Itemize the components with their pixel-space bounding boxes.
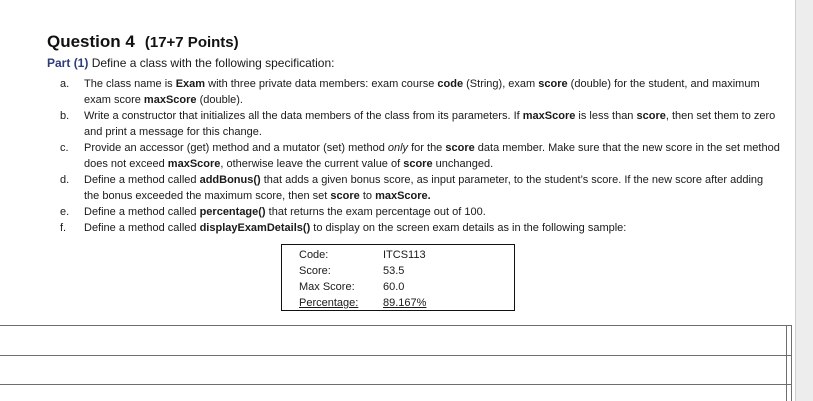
list-item-text: The class name is Exam with three private data members: exam course code (String), exam score (double) for the student, and maximum exam score maxScore (double). <box>84 78 760 106</box>
sample-key: Max Score: <box>299 281 355 293</box>
list-item-text: Define a method called displayExamDetails() to display on the screen exam details as in the following sample: <box>84 222 627 234</box>
sample-output-box <box>281 244 515 311</box>
sample-value: 53.5 <box>383 265 405 277</box>
answer-rule <box>0 384 792 385</box>
list-item-a <box>60 76 780 108</box>
list-item-e <box>60 204 780 220</box>
sample-key: Score: <box>299 265 331 277</box>
sample-value: ITCS113 <box>383 249 426 261</box>
list-item-text: Define a method called addBonus() that adds a given bonus score, as input parameter, to the student’s score. If the new score after adding the bonus exceeded the maximum score, then set score to maxScore. <box>84 174 764 202</box>
answer-area[interactable] <box>0 325 795 401</box>
sample-value: 89.167% <box>383 297 427 309</box>
part-description: Define a class with the following specification: <box>91 56 335 70</box>
answer-rule <box>0 325 792 326</box>
list-item-text: Write a constructor that initializes all the data members of the class from its parameters. If maxScore is less than score, then set them to zero and print a message for this change. <box>84 110 776 138</box>
sample-key: Percentage: <box>299 297 359 309</box>
question-title <box>47 32 239 52</box>
list-item-d <box>60 172 780 204</box>
list-marker: e. <box>60 206 70 218</box>
part-number: (1) <box>73 56 89 70</box>
page-scroll-margin[interactable] <box>795 0 813 401</box>
part-heading <box>47 56 335 70</box>
list-item-c <box>60 140 780 172</box>
list-item-text: Define a method called percentage() that returns the exam percentage out of 100. <box>84 206 486 218</box>
list-marker: c. <box>60 142 69 154</box>
part-label: Part <box>47 56 71 70</box>
list-item-f <box>60 220 780 236</box>
question-points: (17+7 Points) <box>144 34 239 51</box>
answer-border <box>786 325 787 401</box>
sample-value: 60.0 <box>383 281 405 293</box>
list-marker: b. <box>60 110 70 122</box>
list-marker: f. <box>60 222 67 234</box>
specification-list <box>60 76 780 236</box>
question-number: Question 4 <box>47 32 135 51</box>
answer-rule <box>0 355 792 356</box>
sample-key: Code: <box>299 249 329 261</box>
list-item-text: Provide an accessor (get) method and a mutator (set) method only for the score data member. Make sure that the new score in the set method does not exceed maxScore, otherwise leave the current value of score unchanged. <box>84 142 780 170</box>
answer-border <box>791 325 792 401</box>
list-item-b <box>60 108 780 140</box>
list-marker: d. <box>60 174 70 186</box>
list-marker: a. <box>60 78 70 90</box>
